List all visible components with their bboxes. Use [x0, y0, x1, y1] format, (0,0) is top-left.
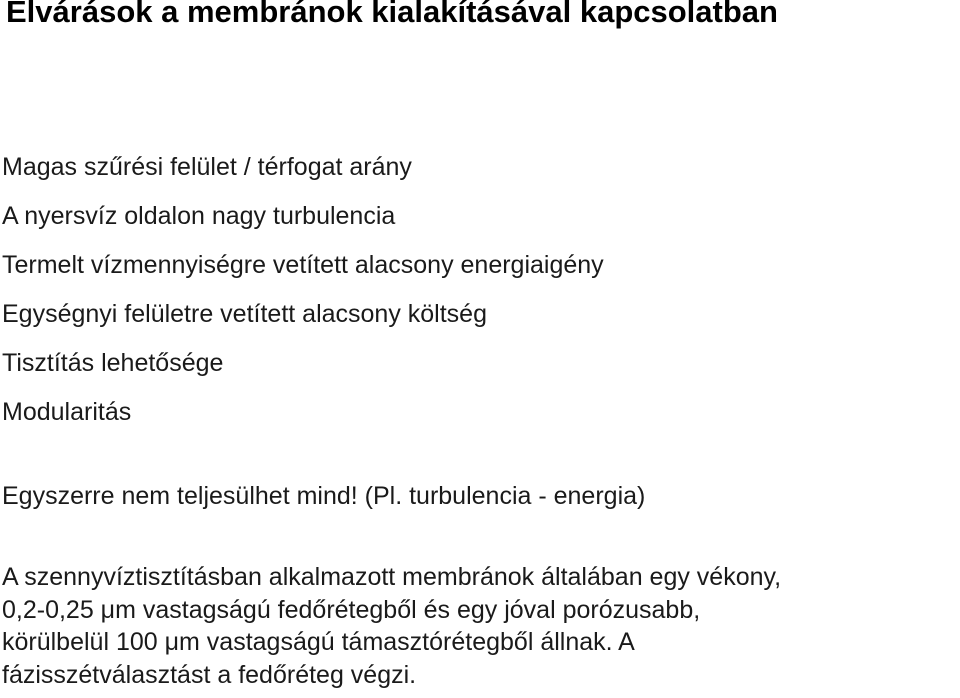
requirement-item: Termelt vízmennyiségre vetített alacsony energiaigény: [2, 251, 604, 279]
paragraph-line: A szennyvíztisztításban alkalmazott membránok általában egy vékony,: [2, 563, 782, 591]
requirement-item: Egységnyi felületre vetített alacsony költség: [2, 300, 487, 328]
requirement-item: Magas szűrési felület / térfogat arány: [2, 153, 412, 181]
membrane-description: [2, 561, 957, 691]
paragraph-line: 0,2-0,25 μm vastagságú fedőrétegből és egy jóval porózusabb,: [2, 595, 701, 624]
paragraph-line: körülbelül 100 μm vastagságú támasztórétegből állnak. A: [2, 628, 635, 656]
requirement-item: A nyersvíz oldalon nagy turbulencia: [2, 202, 396, 230]
tradeoff-note: Egyszerre nem teljesülhet mind! (Pl. turbulencia - energia): [2, 482, 646, 510]
requirement-item: Tisztítás lehetősége: [2, 349, 224, 377]
requirement-item: Modularitás: [2, 398, 132, 426]
slide-title: Elvárások a membránok kialakításával kapcsolatban: [6, 0, 778, 29]
paragraph-line: fázisszétválasztást a fedőréteg végzi.: [2, 660, 417, 689]
requirements-list: [2, 143, 604, 437]
